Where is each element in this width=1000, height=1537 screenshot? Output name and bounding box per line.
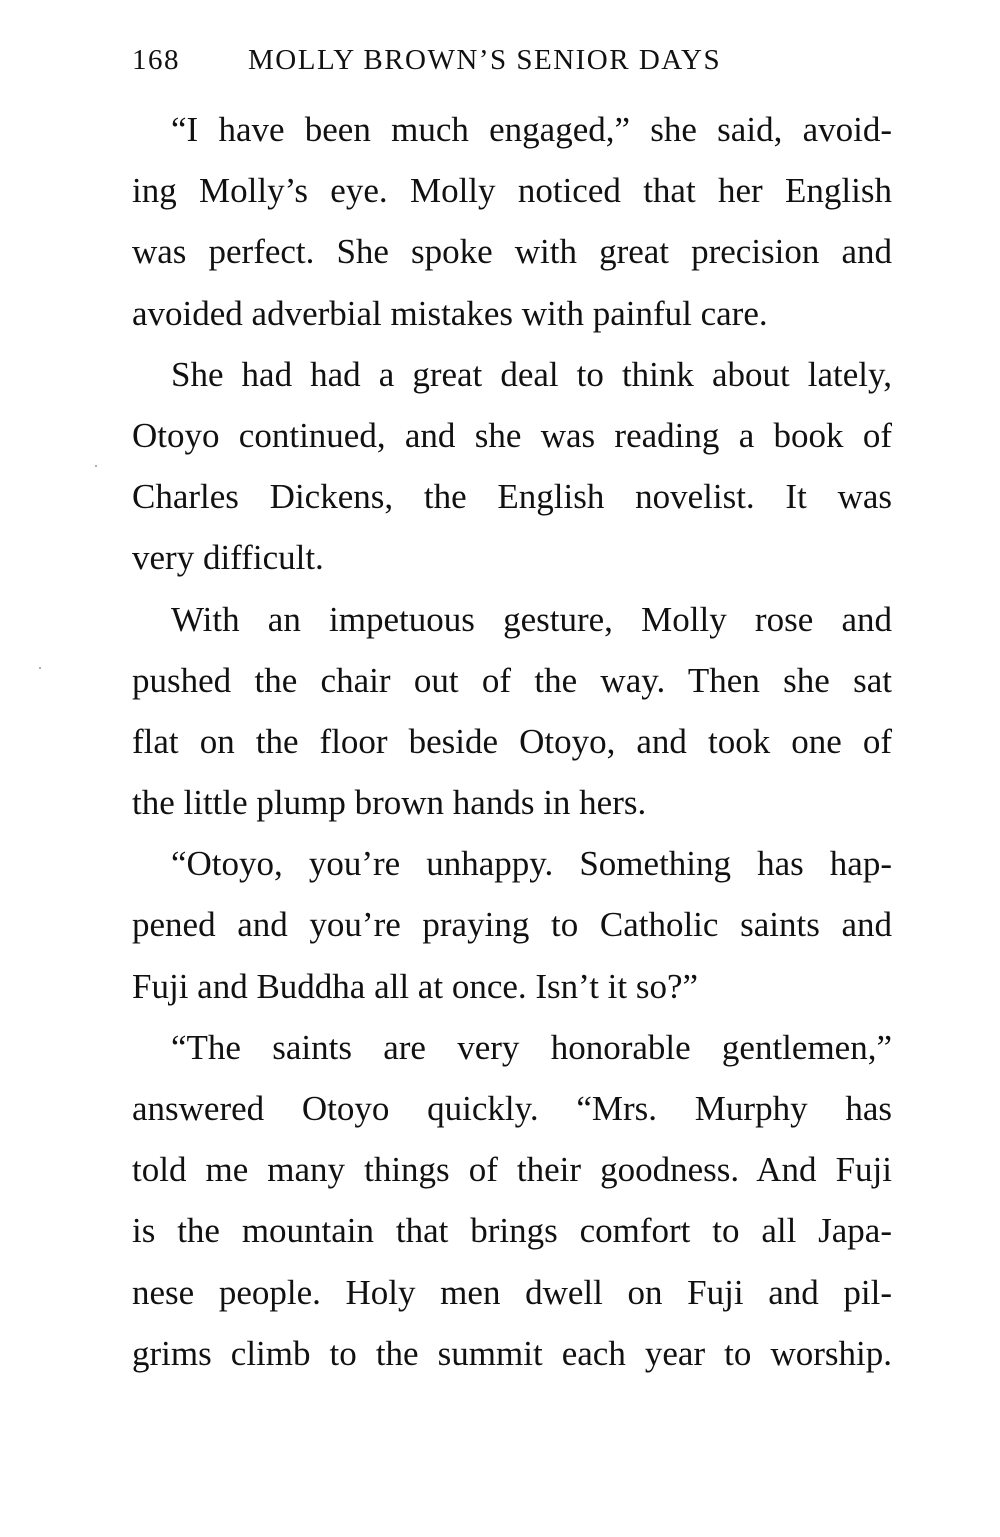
text-line: nese people. Holy men dwell on Fuji and pil- [132,1272,892,1312]
text-line: With an impetuous gesture, Molly rose and [171,599,892,639]
text-line: the little plump brown hands in hers. [132,783,647,823]
text-line: was perfect. She spoke with great precision and [132,232,892,272]
running-header [132,44,892,84]
text-line: pened and you’re praying to Catholic saints and [132,905,892,945]
running-title: MOLLY BROWN’S SENIOR DAYS [248,44,722,76]
text-line: ing Molly’s eye. Molly noticed that her English [132,171,892,211]
text-line: avoided adverbial mistakes with painful care. [132,293,768,333]
text-line: very difficult. [132,538,324,578]
text-line: She had had a great deal to think about lately, [171,354,892,394]
scan-speck [95,465,97,467]
scan-speck [39,667,41,669]
text-line: Charles Dickens, the English novelist. It was [132,477,892,517]
page-number: 168 [132,44,180,76]
text-line: flat on the floor beside Otoyo, and took one of [132,721,892,761]
text-line: Otoyo continued, and she was reading a book of [132,415,892,455]
text-line: pushed the chair out of the way. Then she sat [132,660,892,700]
text-line: “Otoyo, you’re unhappy. Something has hap- [171,844,892,884]
text-line: is the mountain that brings comfort to all Japa- [132,1211,892,1251]
text-line: grims climb to the summit each year to worship. [132,1333,892,1373]
text-line: “I have been much engaged,” she said, avoid- [171,110,892,149]
body-text [132,99,892,1384]
text-line: told me many things of their goodness. And Fuji [132,1150,892,1190]
text-line: Fuji and Buddha all at once. Isn’t it so?” [132,966,699,1006]
text-line: “The saints are very honorable gentlemen,” [171,1027,892,1067]
text-line: answered Otoyo quickly. “Mrs. Murphy has [132,1089,892,1128]
